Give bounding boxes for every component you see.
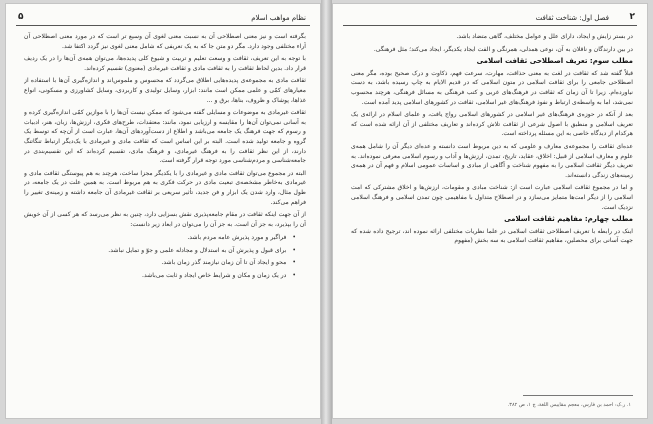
paragraph: از آن جهت اینکه ثقافت در مقام جامعه‌پذیری نقش بسزایی دارد، چنین به نظر می‌رسد که هر کسی از آن خویش آن را بپذیرد، به جز آن است. به جز آن را می‌توان در ابعاد زیر دانست: — [24, 211, 306, 228]
bullet-item: • محو و ایجاد آن تا آن زمان نیازمند گذر زمان باشد. — [24, 258, 296, 268]
paragraph: با توجه به این تعریف، ثقافت و وسعت تعلیم و تربیت و شیوع کلی پدیده‌ها، می‌توان همه‌ی آن‌ها را در یک ردیف قرار داد. بدین لحاظ ثقافت را به ثقافت مادی و ثقافت غیرمادی (معنوی) تقسیم کرده‌اند. — [24, 55, 306, 72]
left-page-header — [16, 11, 310, 26]
paragraph: و اما در مجموع ثقافت اسلامی عبارت است از: شناخت مبادی و مقومات، ارزش‌ها و اخلاق مشترکی که امت اسلامی را از دیگر امت‌ها متمایز می‌سازد و در اصطلاح متداول با مفاهیمی چون تمدن اسلامی و فرهنگ اسلامی نزدیک است. — [351, 184, 633, 211]
paragraph: بعد از آنکه در حوزه‌ی فرهنگ‌های غیر اسلامی در کشورهای اسلامی رواج یافت، و علمای اسلام در ارائه‌ی یک تعریف اسلامی و منطبق با اصول شرعی از ثقافت تلاش کرده‌اند و تعاریف مختلفی از آن ارائه شده است که هرکدام از دیدگاه خاصی به این مسئله پرداخته است. — [351, 111, 633, 138]
right-page-header — [343, 11, 637, 26]
paragraph: البته در مجموع می‌توان ثقافت مادی و غیرمادی را با یکدیگر مجزا ساخت، هرچند به هم پیوستگی ثقافت مادی و غیرمادی به‌خاطر مشخصه‌ی تبعیت مادی در حرکت فکری به هم مربوط است. به همین علت در یک جامعه، در طول مثال، وارد شدن یک ابزار و فن جدید، تأثیر سریعی بر ثقافت غیرمادی آن جامعه داشته و زمینه‌ی تغییر را فراهم می‌کند. — [24, 169, 306, 206]
paragraph: ثقافت غیرمادی به موضوعات و مسایلی گفته می‌شود که ممکن نیست آن‌ها را با موازین کمّی اندازه‌گیری کرده و به آسانی نمی‌توان آن‌ها را مقایسه و ارزیابی نمود، مانند: معتقدات، طرح‌های فکری، ارزش‌ها، زبان، هنر، ادبیات و رسوم که جهت فرهنگ یک جامعه می‌باشد و اطلاع از دست‌آوردهای آن‌ها، عبارت است از آن‌چه که توسط یک گروه و جامعه تولید شده است. البته بر این اساس است که ثقافت مادی و غیرمادی با یک‌دیگر ارتباط تنگاتنگ دارند، از این نظر ثقافت را به فرهنگ غیرمادی، و فرهنگ مادی، تقسیم کرده‌اند که این تقسیم‌بندی در جامعه‌شناسی و مردم‌شناسی مورد توجه قرار گرفته است. — [24, 109, 306, 165]
paragraph: در بین دارندگان و ناقلان به آن، نوعی همدلی، همرنگی و الفت ایجاد یکدیگر، ایجاد می‌کند؛ مثل فرهنگی. — [373, 45, 633, 53]
section-heading: مطلب سوم: تعریف اصطلاحی ثقافت اسلامی — [476, 57, 633, 66]
footnote: ۱. ر.ک: احمد بن فارس، معجم مقاییس اللغة، ج ۱، ص ۳۸۲. — [507, 402, 631, 408]
paragraph: اینک در رابطه با تعریف اصطلاحی ثقافت اسلامی در علما نظریات مختلفی ارائه نموده اند، ترجیح داده شده که جهت آسانی برای محصلین، مفاهیم ثقافت اسلامی به سه بخش (مفهوم — [351, 227, 633, 245]
paragraph: عده‌ای ثقافت را مجموعه‌ی معارف و علومی که به دین مربوط است دانسته و عده‌ای دیگر آن را شامل همه‌ی علوم و معارف اسلامی از قبیل: اخلاق، عقاید، تاریخ، تمدن، ارزش‌ها و آداب و رسوم اسلامی معرفی نموده‌اند. به تعریف دیگر ثقافت اسلامی را به مفهوم شناخت و آگاهی از مبادی و اساسات عمومی اسلام و فهم آن در همه‌ی زمینه‌های زندگی دانسته‌اند. — [351, 142, 633, 179]
bullet-item: • در یک زمان و مکان و شرایط خاص ایجاد و ثابت می‌باشد. — [24, 271, 296, 281]
right-page-running-title: فصل اول: شناخت ثقافت — [535, 14, 609, 22]
bullet-list — [24, 233, 296, 280]
paragraph: ثقافت مادی به مجموعه‌ی پدیده‌هایی اطلاق می‌گردد که محسوس و ملموس‌اند و اندازه‌گیری آن‌ها با استفاده از معیارهای کمّی و علمی ممکن است مانند: ابزار، وسایل تولیدی و کاربردی، وسایل کشاورزی و مسکونی، انواع غذاها، پوشاک و ظروف، بناها، برق و ... — [24, 77, 306, 104]
right-page-number: ۲ — [629, 12, 635, 22]
right-page-body — [351, 32, 633, 392]
bullet-item: • برای قبول و پذیرش آن به استدلال و مجادله علمی و جوّ و تمایل نباشد. — [24, 246, 296, 256]
section-heading: مطلب چهارم: مفاهیم ثقافت اسلامی — [504, 215, 633, 224]
paragraph: قبلاً گفته شد که ثقافت در لغت به معنی حذاقت، مهارت، سرعت فهم، ذکاوت و درک صحیح بوده، مگر معنی اصطلاحی جامعی را برای ثقافت اسلامی در متون اسلامی که در قدیم الایام به چاپ رسیده باشد، به دست نیاورده‌ام. زیرا تا آن زمان که ثقافت در فرهنگ‌های غربی و کتب فرهنگی به مسائل فرهنگی، هرچند محسوب نمی‌شد، اما به واسطه‌ی ارتباط و نفوذ فرهنگ‌های غیر اسلامی، ثقافت در کشورهای اسلامی پدید آمده است. — [351, 69, 633, 106]
paragraph: بگرفته است و نیز معنی اصطلاحی آن به نسبت معنی لغوی آن وسیع تر است که در مورد معنی اصطلاحی آن آراء مختلفی وجود دارد. مگر دو متن جا که به یک تعریفی که شامل معنی لغوی نیز گردد اکتفا شد. — [24, 33, 306, 50]
right-page — [332, 3, 648, 419]
paragraph: در بستر زایش و ایجاد، دارای علل و عوامل مختلف، گاهی متضاد باشد. — [456, 33, 633, 40]
book-gutter — [321, 0, 332, 424]
footnote-divider — [523, 395, 633, 396]
left-page-number: ۵ — [18, 12, 24, 22]
left-page-running-title: نظام مواهب اسلام — [251, 14, 306, 22]
left-page-body — [24, 32, 306, 392]
bullet-item: • فراگیر و مورد پذیرش عامه مردم باشد. — [24, 233, 296, 243]
left-page — [5, 3, 321, 419]
